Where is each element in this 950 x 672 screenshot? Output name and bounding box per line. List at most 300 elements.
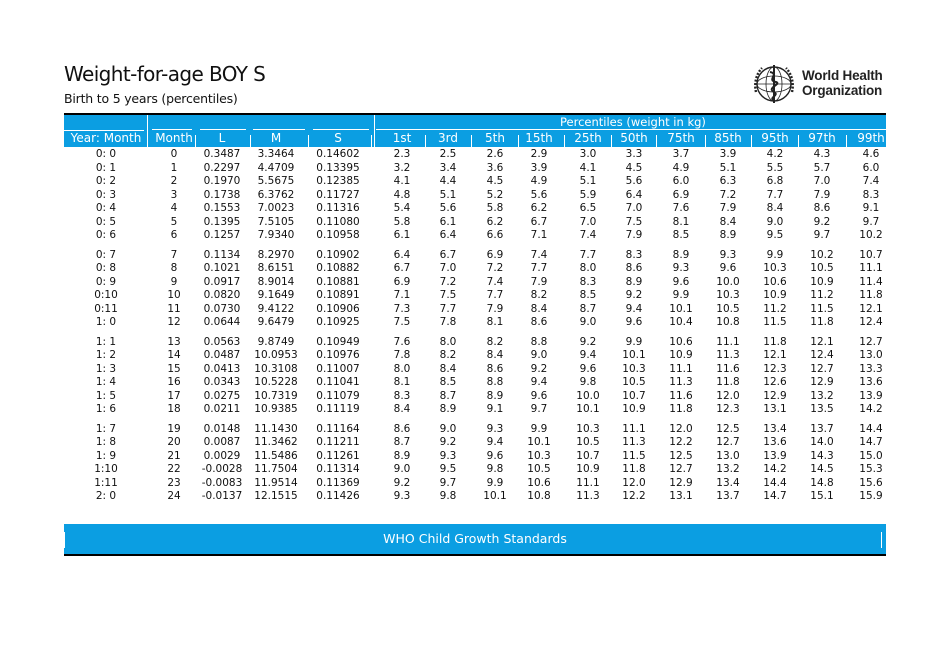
cell-p97: 14.3 [810, 449, 834, 462]
cell-p85: 9.3 [719, 248, 737, 261]
cell-p5: 5.8 [486, 202, 504, 214]
cell-p95: 14.4 [763, 476, 787, 489]
cell-p50: 10.9 [622, 403, 646, 415]
cell-p75: 10.9 [669, 349, 693, 361]
cell-p97: 13.7 [810, 422, 834, 435]
cell-p25: 7.7 [579, 248, 597, 261]
cell-l: 0.1738 [203, 188, 241, 201]
cell-p99: 13.9 [859, 389, 883, 402]
cell-p5: 7.9 [486, 302, 504, 315]
cell-year-month: 0: 7 [95, 248, 117, 261]
cell-p50: 7.0 [625, 202, 643, 214]
cell-p97: 15.1 [810, 490, 834, 502]
cell-p50: 9.4 [625, 302, 643, 315]
header-col-divider-9 [656, 135, 657, 147]
cell-year-month: 0: 9 [95, 275, 117, 288]
cell-l: -0.0028 [201, 463, 243, 475]
cell-p50: 11.5 [622, 449, 646, 462]
cell-p99: 11.1 [859, 262, 883, 274]
cell-p75: 11.1 [669, 362, 693, 375]
cell-p75: 11.3 [669, 376, 693, 388]
cell-p1: 7.5 [393, 316, 411, 328]
cell-p25: 11.1 [576, 476, 600, 489]
cell-p75: 10.1 [669, 302, 693, 315]
cell-month: 18 [167, 403, 181, 415]
cell-p97: 14.0 [810, 436, 834, 448]
cell-p85: 11.8 [716, 376, 740, 388]
cell-s: 0.10906 [316, 302, 360, 315]
cell-m: 3.3464 [257, 148, 295, 160]
cell-p1: 8.0 [393, 362, 411, 375]
cell-l: 0.0413 [203, 362, 241, 375]
cell-p97: 14.8 [810, 476, 834, 489]
header-p3: 3rd [438, 131, 458, 145]
cell-p99: 13.3 [859, 362, 883, 375]
cell-p25: 10.9 [576, 463, 600, 475]
cell-m: 7.0023 [257, 202, 295, 214]
cell-s: 0.11727 [316, 188, 360, 201]
cell-p97: 13.5 [810, 403, 834, 415]
cell-p15: 10.3 [527, 449, 551, 462]
cell-p15: 4.9 [530, 175, 548, 187]
cell-p5: 6.6 [486, 229, 504, 241]
cell-p15: 7.9 [530, 275, 548, 288]
cell-p97: 11.2 [810, 289, 834, 301]
cell-p50: 4.5 [625, 161, 643, 174]
cell-m: 11.7504 [254, 463, 298, 475]
header-p1: 1st [392, 131, 412, 145]
cell-p95: 5.5 [766, 161, 784, 174]
cell-m: 11.5486 [254, 449, 298, 462]
cell-l: 0.1257 [203, 229, 241, 241]
cell-p50: 9.6 [625, 316, 643, 328]
cell-p25: 9.6 [579, 362, 597, 375]
header-p5: 5th [485, 131, 505, 145]
cell-l: 0.0148 [203, 422, 241, 435]
cell-p97: 14.5 [810, 463, 834, 475]
cell-p15: 10.6 [527, 476, 551, 489]
header-l: L [218, 131, 226, 145]
cell-p85: 11.6 [716, 362, 740, 375]
cell-p85: 10.5 [716, 302, 740, 315]
cell-p95: 9.9 [766, 248, 784, 261]
cell-p85: 13.7 [716, 490, 740, 502]
cell-p25: 10.1 [576, 403, 600, 415]
cell-p3: 7.2 [439, 275, 457, 288]
cell-p1: 5.4 [393, 202, 411, 214]
cell-p15: 7.4 [530, 248, 548, 261]
cell-p50: 9.2 [625, 289, 643, 301]
cell-p1: 5.8 [393, 215, 411, 228]
cell-p50: 12.2 [622, 490, 646, 502]
header-col-divider-13 [846, 135, 847, 147]
cell-p75: 13.1 [669, 490, 693, 502]
cell-p50: 10.3 [622, 362, 646, 375]
cell-p85: 6.3 [719, 175, 737, 187]
cell-p99: 12.4 [859, 316, 883, 328]
header-p50: 50th [620, 131, 648, 145]
cell-p1: 6.4 [393, 248, 411, 261]
cell-m: 4.4709 [257, 161, 295, 174]
cell-p75: 4.9 [672, 161, 690, 174]
cell-l: 0.1395 [203, 215, 241, 228]
cell-s: 0.11164 [316, 422, 360, 435]
cell-p3: 7.7 [439, 302, 457, 315]
header-p75: 75th [667, 131, 695, 145]
cell-p15: 10.8 [527, 490, 551, 502]
cell-month: 10 [167, 289, 181, 301]
cell-p25: 4.1 [579, 161, 597, 174]
cell-p75: 7.6 [672, 202, 690, 214]
header-year-month: Year: Month [70, 131, 142, 145]
cell-p99: 15.0 [859, 449, 883, 462]
cell-l: 0.1970 [203, 175, 241, 187]
cell-l: 0.3487 [203, 148, 241, 160]
cell-l: 0.0087 [203, 436, 241, 448]
header-underline-1 [152, 129, 192, 130]
cell-p75: 9.3 [672, 262, 690, 274]
cell-p95: 11.8 [763, 335, 787, 348]
cell-p3: 7.5 [439, 289, 457, 301]
cell-s: 0.11316 [316, 202, 360, 214]
cell-p95: 9.5 [766, 229, 784, 241]
cell-l: 0.0275 [203, 389, 241, 402]
cell-p1: 8.9 [393, 449, 411, 462]
cell-p85: 8.4 [719, 215, 737, 228]
cell-month: 1 [170, 161, 178, 174]
cell-year-month: 0: 2 [95, 175, 117, 187]
cell-l: -0.0083 [201, 476, 243, 489]
cell-p95: 10.3 [763, 262, 787, 274]
cell-m: 7.5105 [257, 215, 295, 228]
cell-year-month: 0: 8 [95, 262, 117, 274]
cell-p3: 7.8 [439, 316, 457, 328]
cell-p50: 11.8 [622, 463, 646, 475]
cell-s: 0.10902 [316, 248, 360, 261]
cell-p25: 9.4 [579, 349, 597, 361]
cell-p75: 12.7 [669, 463, 693, 475]
cell-year-month: 0:10 [94, 289, 118, 301]
cell-p25: 8.3 [579, 275, 597, 288]
cell-s: 0.12385 [316, 175, 360, 187]
cell-s: 0.10949 [316, 335, 360, 348]
cell-m: 9.4122 [257, 302, 295, 315]
cell-p99: 4.6 [862, 148, 880, 160]
cell-p97: 10.2 [810, 248, 834, 261]
cell-year-month: 1: 2 [95, 349, 117, 361]
cell-l: -0.0137 [201, 490, 243, 502]
cell-p85: 12.3 [716, 403, 740, 415]
cell-p95: 7.7 [766, 188, 784, 201]
cell-p25: 9.0 [579, 316, 597, 328]
cell-p75: 8.9 [672, 248, 690, 261]
cell-p1: 9.3 [393, 490, 411, 502]
cell-p1: 8.6 [393, 422, 411, 435]
cell-p15: 9.6 [530, 389, 548, 402]
cell-p99: 9.7 [862, 215, 880, 228]
cell-p25: 10.3 [576, 422, 600, 435]
header-col-divider-6 [518, 135, 519, 147]
cell-m: 8.6151 [257, 262, 295, 274]
header-p99: 99th [857, 131, 885, 145]
cell-p5: 7.4 [486, 275, 504, 288]
cell-p5: 9.4 [486, 436, 504, 448]
cell-p75: 11.8 [669, 403, 693, 415]
cell-p5: 7.2 [486, 262, 504, 274]
cell-l: 0.0730 [203, 302, 241, 315]
cell-p50: 9.9 [625, 335, 643, 348]
cell-l: 0.0211 [203, 403, 241, 415]
cell-p1: 7.8 [393, 349, 411, 361]
header-col-divider-1 [250, 135, 251, 147]
cell-p95: 12.9 [763, 389, 787, 402]
cell-p99: 13.0 [859, 349, 883, 361]
cell-s: 0.11369 [316, 476, 360, 489]
cell-year-month: 0: 1 [95, 161, 117, 174]
cell-p3: 9.0 [439, 422, 457, 435]
cell-p3: 7.0 [439, 262, 457, 274]
cell-p99: 6.0 [862, 161, 880, 174]
cell-p95: 14.7 [763, 490, 787, 502]
cell-p50: 7.5 [625, 215, 643, 228]
cell-p99: 14.2 [859, 403, 883, 415]
header-underline-3 [253, 129, 305, 130]
cell-p25: 8.0 [579, 262, 597, 274]
cell-s: 0.14602 [316, 148, 360, 160]
cell-p1: 3.2 [393, 161, 411, 174]
cell-p85: 11.3 [716, 349, 740, 361]
cell-p99: 15.9 [859, 490, 883, 502]
cell-p15: 6.2 [530, 202, 548, 214]
cell-p25: 10.7 [576, 449, 600, 462]
cell-p85: 13.0 [716, 449, 740, 462]
cell-p3: 5.6 [439, 202, 457, 214]
cell-month: 16 [167, 376, 181, 388]
cell-p97: 4.3 [813, 148, 831, 160]
cell-s: 0.10976 [316, 349, 360, 361]
cell-p1: 6.1 [393, 229, 411, 241]
header-col-divider-4 [425, 135, 426, 147]
cell-p50: 10.1 [622, 349, 646, 361]
cell-l: 0.1134 [203, 248, 241, 261]
cell-year-month: 1: 5 [95, 389, 117, 402]
cell-p97: 12.1 [810, 335, 834, 348]
cell-p15: 9.0 [530, 349, 548, 361]
cell-p97: 10.5 [810, 262, 834, 274]
cell-l: 0.0644 [203, 316, 241, 328]
header-m: M [270, 131, 282, 145]
cell-p15: 5.6 [530, 188, 548, 201]
header-month: Month [155, 131, 193, 145]
cell-p99: 15.3 [859, 463, 883, 475]
cell-p75: 9.6 [672, 275, 690, 288]
cell-p5: 8.2 [486, 335, 504, 348]
cell-p3: 8.5 [439, 376, 457, 388]
cell-p97: 12.7 [810, 362, 834, 375]
cell-p15: 8.6 [530, 316, 548, 328]
cell-p50: 5.6 [625, 175, 643, 187]
header-underline-4 [313, 129, 369, 130]
cell-p50: 11.1 [622, 422, 646, 435]
cell-month: 15 [167, 362, 181, 375]
header-col-divider-12 [798, 135, 799, 147]
cell-p25: 10.0 [576, 389, 600, 402]
cell-p85: 12.7 [716, 436, 740, 448]
cell-p25: 10.5 [576, 436, 600, 448]
cell-p99: 11.8 [859, 289, 883, 301]
cell-l: 0.1553 [203, 202, 241, 214]
header-col-divider-0 [195, 135, 196, 147]
cell-year-month: 1: 3 [95, 362, 117, 375]
cell-p25: 9.2 [579, 335, 597, 348]
cell-p5: 6.2 [486, 215, 504, 228]
who-name [802, 68, 883, 98]
cell-m: 10.7319 [254, 389, 298, 402]
header-col-divider-8 [611, 135, 612, 147]
cell-m: 10.5228 [254, 376, 298, 388]
cell-p97: 11.8 [810, 316, 834, 328]
cell-s: 0.10881 [316, 275, 360, 288]
cell-p95: 10.6 [763, 275, 787, 288]
header-divider-0 [147, 115, 148, 147]
cell-p5: 8.4 [486, 349, 504, 361]
cell-p50: 12.0 [622, 476, 646, 489]
cell-month: 7 [170, 248, 178, 261]
cell-p3: 9.2 [439, 436, 457, 448]
cell-p1: 8.3 [393, 389, 411, 402]
cell-p1: 8.1 [393, 376, 411, 388]
cell-p97: 12.9 [810, 376, 834, 388]
cell-year-month: 1: 8 [95, 436, 117, 448]
cell-month: 5 [170, 215, 178, 228]
cell-year-month: 1: 1 [95, 335, 117, 348]
cell-p85: 7.9 [719, 202, 737, 214]
cell-year-month: 1:11 [94, 476, 118, 489]
cell-p95: 13.4 [763, 422, 787, 435]
cell-p99: 12.7 [859, 335, 883, 348]
cell-p95: 11.5 [763, 316, 787, 328]
header-divider-1 [374, 115, 375, 147]
cell-month: 9 [170, 275, 178, 288]
cell-m: 9.6479 [257, 316, 295, 328]
cell-p25: 5.1 [579, 175, 597, 187]
cell-p97: 10.9 [810, 275, 834, 288]
cell-p15: 6.7 [530, 215, 548, 228]
cell-s: 0.11119 [316, 403, 360, 415]
cell-p15: 8.8 [530, 335, 548, 348]
cell-month: 14 [167, 349, 181, 361]
header-col-divider-3 [371, 135, 372, 147]
cell-month: 23 [167, 476, 181, 489]
cell-p97: 7.0 [813, 175, 831, 187]
cell-m: 10.3108 [254, 362, 298, 375]
cell-p3: 9.8 [439, 490, 457, 502]
cell-year-month: 1: 6 [95, 403, 117, 415]
cell-p5: 8.1 [486, 316, 504, 328]
cell-m: 9.8749 [257, 335, 295, 348]
cell-p85: 3.9 [719, 148, 737, 160]
cell-month: 20 [167, 436, 181, 448]
cell-p50: 6.4 [625, 188, 643, 201]
cell-p97: 13.2 [810, 389, 834, 402]
cell-p95: 8.4 [766, 202, 784, 214]
header-underline-2 [200, 129, 246, 130]
cell-p75: 3.7 [672, 148, 690, 160]
cell-year-month: 0: 5 [95, 215, 117, 228]
cell-p15: 7.1 [530, 229, 548, 241]
cell-month: 17 [167, 389, 181, 402]
cell-s: 0.11211 [316, 436, 360, 448]
cell-m: 8.9014 [257, 275, 295, 288]
header-p85: 85th [714, 131, 742, 145]
cell-p50: 8.9 [625, 275, 643, 288]
cell-p50: 8.3 [625, 248, 643, 261]
cell-p3: 9.3 [439, 449, 457, 462]
cell-year-month: 0: 4 [95, 202, 117, 214]
header-col-divider-2 [308, 135, 309, 147]
cell-p50: 7.9 [625, 229, 643, 241]
cell-p75: 9.9 [672, 289, 690, 301]
cell-p3: 9.5 [439, 463, 457, 475]
cell-p1: 7.3 [393, 302, 411, 315]
cell-p85: 10.8 [716, 316, 740, 328]
cell-m: 11.9514 [254, 476, 298, 489]
cell-month: 22 [167, 463, 181, 475]
cell-p95: 13.9 [763, 449, 787, 462]
cell-m: 5.5675 [257, 175, 295, 187]
cell-l: 0.2297 [203, 161, 241, 174]
cell-p3: 8.0 [439, 335, 457, 348]
cell-p95: 4.2 [766, 148, 784, 160]
cell-year-month: 0: 0 [95, 148, 117, 160]
cell-p99: 14.4 [859, 422, 883, 435]
cell-p50: 10.5 [622, 376, 646, 388]
cell-month: 21 [167, 449, 181, 462]
cell-p99: 8.3 [862, 188, 880, 201]
cell-l: 0.0029 [203, 449, 241, 462]
cell-p85: 13.4 [716, 476, 740, 489]
cell-p15: 3.9 [530, 161, 548, 174]
cell-s: 0.13395 [316, 161, 360, 174]
cell-month: 3 [170, 188, 178, 201]
cell-p99: 15.6 [859, 476, 883, 489]
cell-p75: 12.5 [669, 449, 693, 462]
cell-p75: 10.4 [669, 316, 693, 328]
cell-l: 0.0820 [203, 289, 241, 301]
cell-p95: 14.2 [763, 463, 787, 475]
cell-p5: 9.3 [486, 422, 504, 435]
cell-p3: 8.9 [439, 403, 457, 415]
cell-p5: 7.7 [486, 289, 504, 301]
cell-p95: 12.6 [763, 376, 787, 388]
cell-p5: 10.1 [483, 490, 507, 502]
cell-p75: 8.1 [672, 215, 690, 228]
cell-p99: 14.7 [859, 436, 883, 448]
cell-l: 0.0487 [203, 349, 241, 361]
cell-month: 12 [167, 316, 181, 328]
cell-p85: 9.6 [719, 262, 737, 274]
table-bottom-rule [64, 554, 886, 556]
cell-year-month: 1: 0 [95, 316, 117, 328]
header-percentile-underline [376, 129, 886, 130]
cell-p99: 10.2 [859, 229, 883, 241]
cell-m: 7.9340 [257, 229, 295, 241]
cell-p85: 5.1 [719, 161, 737, 174]
cell-p5: 4.5 [486, 175, 504, 187]
cell-p1: 7.1 [393, 289, 411, 301]
cell-s: 0.11041 [316, 376, 360, 388]
cell-p1: 9.0 [393, 463, 411, 475]
